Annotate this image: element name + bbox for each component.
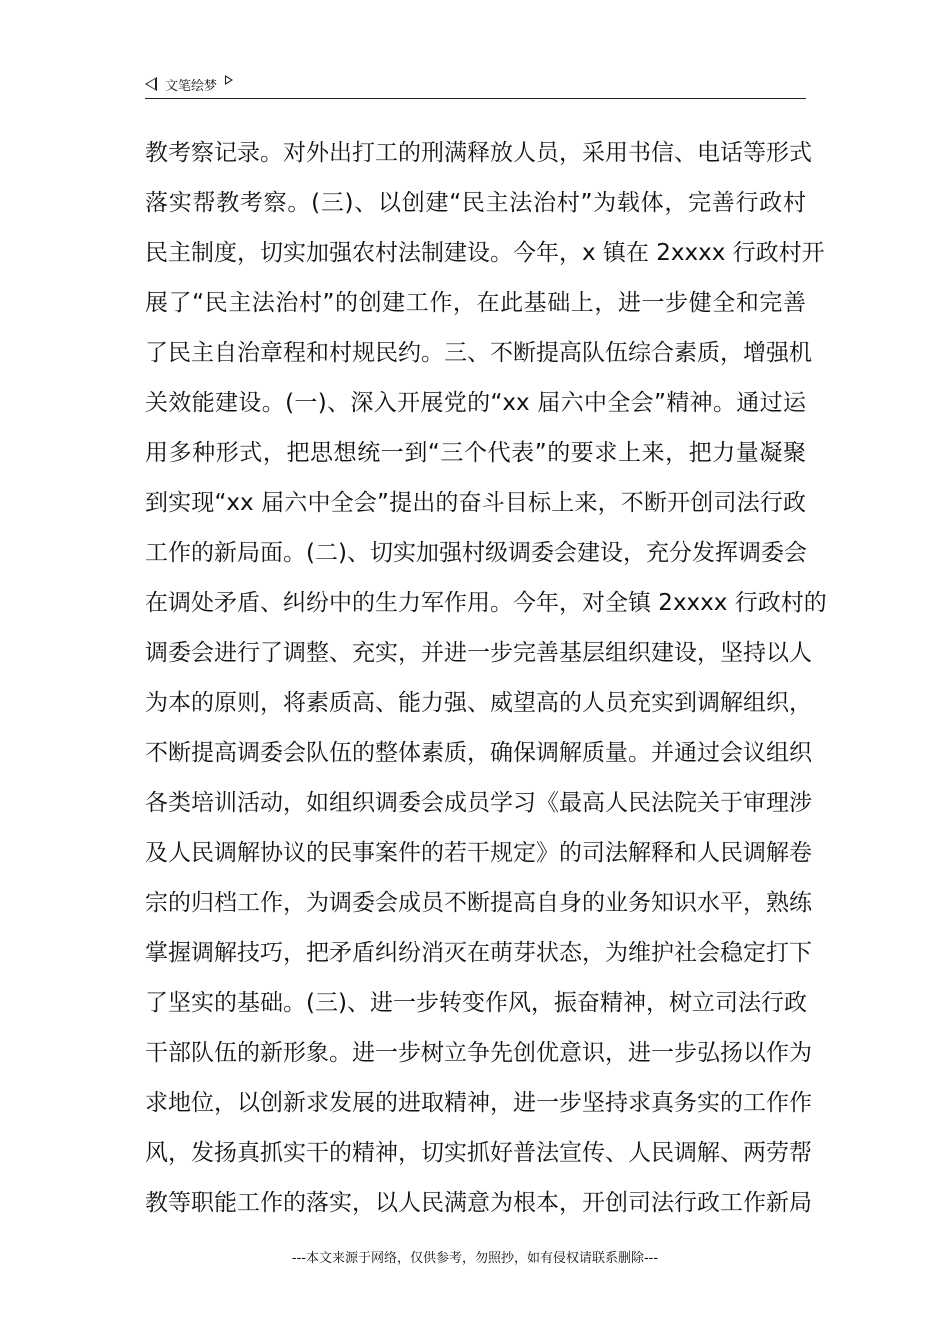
header-title: 文笔绘梦 [165, 78, 218, 94]
text-line: 用多种形式，把思想统一到“三个代表”的要求上来，把力量凝聚 [145, 440, 806, 466]
text-line: 各类培训活动，如组织调委会成员学习《最高人民法院关于审理涉 [145, 790, 812, 816]
text-line: 掌握调解技巧，把矛盾纠纷消灭在萌芽状态，为维护社会稳定打下 [145, 940, 812, 966]
text-line: 为本的原则，将素质高、能力强、威望高的人员充实到调解组织， [145, 690, 812, 716]
text-line: 工作的新局面。(二)、切实加强村级调委会建设，充分发挥调委会 [145, 540, 807, 566]
text-line: 教考察记录。对外出打工的刑满释放人员，采用书信、电话等形式 [145, 140, 812, 166]
text-line: 不断提高调委会队伍的整体素质，确保调解质量。并通过会议组织 [145, 740, 812, 766]
text-line: 宗的归档工作，为调委会成员不断提高自身的业务知识水平，熟练 [145, 890, 812, 916]
text-line: 干部队伍的新形象。进一步树立争先创优意识，进一步弘扬以作为 [145, 1040, 812, 1066]
text-line: 风，发扬真抓实干的精神，切实抓好普法宣传、人民调解、两劳帮 [145, 1140, 812, 1166]
triangle-left-icon [145, 77, 157, 91]
page-header [145, 72, 806, 99]
triangle-right-icon [225, 75, 233, 85]
text-line: 了坚实的基础。(三)、进一步转变作风，振奋精神，树立司法行政 [145, 990, 807, 1016]
text-line: 到实现“xx 届六中全会”提出的奋斗目标上来，不断开创司法行政 [145, 490, 806, 516]
text-line: 调委会进行了调整、充实，并进一步完善基层组织建设，坚持以人 [145, 640, 812, 666]
text-line: 了民主自治章程和村规民约。三、不断提高队伍综合素质，增强机 [145, 340, 812, 366]
document-body [145, 128, 827, 1228]
text-line: 民主制度，切实加强农村法制建设。今年，x 镇在 2xxxx 行政村开 [145, 240, 825, 266]
page-footer: ---本文来源于网络，仅供参考，勿照抄，如有侵权请联系删除--- [291, 1251, 659, 1266]
text-line: 教等职能工作的落实，以人民满意为根本，开创司法行政工作新局 [145, 1190, 812, 1216]
text-line: 在调处矛盾、纠纷中的生力军作用。今年，对全镇 2xxxx 行政村的 [145, 590, 827, 616]
text-line: 落实帮教考察。(三)、以创建“民主法治村”为载体，完善行政村 [145, 190, 806, 216]
text-line: 及人民调解协议的民事案件的若干规定》的司法解释和人民调解卷 [145, 840, 812, 866]
text-line: 关效能建设。(一)、深入开展党的“xx 届六中全会”精神。通过运 [145, 390, 806, 416]
header-inner [145, 72, 806, 96]
text-line: 展了“民主法治村”的创建工作，在此基础上，进一步健全和完善 [145, 290, 806, 316]
text-line: 求地位，以创新求发展的进取精神，进一步坚持求真务实的工作作 [145, 1090, 812, 1116]
